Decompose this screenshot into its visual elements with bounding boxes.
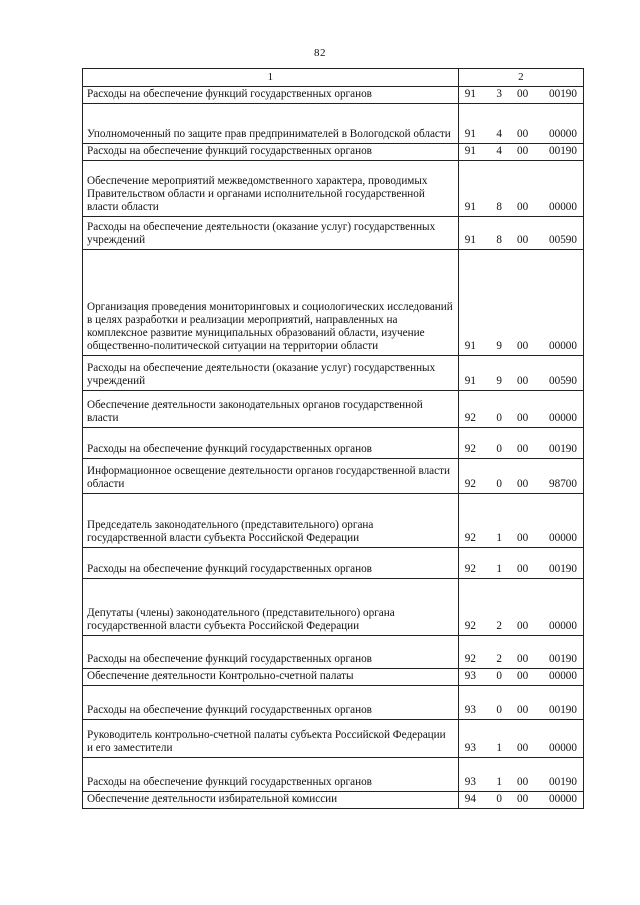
table-row: [83, 579, 584, 636]
header-col-1: 1: [83, 69, 459, 87]
code-segment: 00190: [549, 776, 577, 788]
code-segment: 00: [516, 375, 529, 387]
header-col-2: 2: [458, 69, 583, 87]
row-description: Руководитель контрольно-счетной палаты субъекта Российской Федерации и его заместители: [83, 720, 459, 758]
code-segment: 00190: [549, 653, 577, 665]
row-code: [458, 356, 583, 391]
row-code: [458, 217, 583, 250]
row-code: [458, 391, 583, 428]
table-row: [83, 87, 584, 104]
code-segment: 00590: [549, 375, 577, 387]
code-segment: 00: [516, 340, 529, 352]
row-description: Обеспечение мероприятий межведомственного характера, проводимых Правительством области и органами исполнительной государственной власти области: [83, 161, 459, 217]
code-segment: 0: [496, 704, 502, 716]
row-description: Уполномоченный по защите прав предпринимателей в Вологодской области: [83, 104, 459, 144]
code-segment: 00000: [549, 412, 577, 424]
code-segment: 92: [464, 563, 476, 575]
row-description: Расходы на обеспечение функций государственных органов: [83, 87, 459, 104]
table-row: [83, 758, 584, 792]
code-segment: 00190: [549, 443, 577, 455]
code-segment: 98700: [549, 478, 577, 490]
code-segment: 93: [464, 704, 476, 716]
code-segment: 00590: [549, 234, 577, 246]
code-segment: 00000: [549, 128, 577, 140]
code-segment: 00190: [549, 704, 577, 716]
table-row: [83, 104, 584, 144]
row-code: [458, 87, 583, 104]
code-segment: 00000: [549, 532, 577, 544]
code-segment: 00: [516, 532, 529, 544]
code-segment: 00: [516, 412, 529, 424]
table-row: [83, 792, 584, 809]
row-description: Депутаты (члены) законодательного (представительного) органа государственной власти субъекта Российской Федерации: [83, 579, 459, 636]
row-description: Расходы на обеспечение функций государственных органов: [83, 428, 459, 459]
code-segment: 00: [516, 704, 529, 716]
row-description: Обеспечение деятельности избирательной комиссии: [83, 792, 459, 809]
code-segment: 92: [464, 653, 476, 665]
code-segment: 91: [464, 340, 476, 352]
code-segment: 00: [516, 88, 529, 100]
code-segment: 00: [516, 620, 529, 632]
code-segment: 92: [464, 443, 476, 455]
code-segment: 00: [516, 653, 529, 665]
code-segment: 91: [464, 375, 476, 387]
row-code: [458, 548, 583, 579]
code-segment: 00000: [549, 620, 577, 632]
row-code: [458, 104, 583, 144]
code-segment: 0: [496, 478, 502, 490]
code-segment: 00: [516, 145, 529, 157]
row-description: Обеспечение деятельности Контрольно-счетной палаты: [83, 669, 459, 686]
table-header-row: [83, 69, 584, 87]
row-description: Расходы на обеспечение функций государственных органов: [83, 548, 459, 579]
code-segment: 00: [516, 670, 529, 682]
code-segment: 1: [496, 776, 502, 788]
table-row: [83, 144, 584, 161]
code-segment: 00: [516, 793, 529, 805]
code-segment: 9: [496, 375, 502, 387]
row-description: Расходы на обеспечение деятельности (оказание услуг) государственных учреждений: [83, 217, 459, 250]
code-segment: 91: [464, 201, 476, 213]
row-code: [458, 428, 583, 459]
code-segment: 4: [496, 128, 502, 140]
row-description: Информационное освещение деятельности органов государственной власти области: [83, 459, 459, 494]
code-segment: 93: [464, 776, 476, 788]
row-description: Расходы на обеспечение функций государственных органов: [83, 758, 459, 792]
code-segment: 00190: [549, 88, 577, 100]
code-segment: 2: [496, 653, 502, 665]
table-row: [83, 548, 584, 579]
code-segment: 92: [464, 478, 476, 490]
code-segment: 00: [516, 478, 529, 490]
code-segment: 0: [496, 793, 502, 805]
code-segment: 8: [496, 201, 502, 213]
code-segment: 0: [496, 443, 502, 455]
row-code: [458, 636, 583, 669]
code-segment: 00: [516, 128, 529, 140]
code-segment: 3: [496, 88, 502, 100]
code-segment: 00: [516, 563, 529, 575]
row-description: Обеспечение деятельности законодательных органов государственной власти: [83, 391, 459, 428]
table-row: [83, 217, 584, 250]
code-segment: 0: [496, 670, 502, 682]
row-code: [458, 250, 583, 356]
code-segment: 91: [464, 128, 476, 140]
row-code: [458, 720, 583, 758]
code-segment: 00190: [549, 145, 577, 157]
code-segment: 91: [464, 145, 476, 157]
code-segment: 91: [464, 234, 476, 246]
code-segment: 93: [464, 670, 476, 682]
code-segment: 1: [496, 532, 502, 544]
table-row: [83, 669, 584, 686]
row-description: Расходы на обеспечение деятельности (оказание услуг) государственных учреждений: [83, 356, 459, 391]
row-description: Председатель законодательного (представительного) органа государственной власти субъекта Российской Федерации: [83, 494, 459, 548]
code-segment: 00000: [549, 742, 577, 754]
table-row: [83, 459, 584, 494]
code-segment: 00: [516, 443, 529, 455]
code-segment: 1: [496, 742, 502, 754]
row-description: Расходы на обеспечение функций государственных органов: [83, 636, 459, 669]
row-code: [458, 579, 583, 636]
table-row: [83, 494, 584, 548]
code-segment: 00000: [549, 793, 577, 805]
page-number: 82: [314, 47, 326, 59]
table-row: [83, 428, 584, 459]
code-segment: 91: [464, 88, 476, 100]
row-code: [458, 494, 583, 548]
budget-table: [82, 68, 584, 809]
code-segment: 4: [496, 145, 502, 157]
row-code: [458, 792, 583, 809]
row-code: [458, 669, 583, 686]
code-segment: 1: [496, 563, 502, 575]
row-code: [458, 161, 583, 217]
table-row: [83, 686, 584, 720]
code-segment: 00: [516, 234, 529, 246]
table-row: [83, 356, 584, 391]
code-segment: 00: [516, 742, 529, 754]
code-segment: 00: [516, 776, 529, 788]
row-code: [458, 459, 583, 494]
code-segment: 00000: [549, 340, 577, 352]
code-segment: 00190: [549, 563, 577, 575]
code-segment: 2: [496, 620, 502, 632]
code-segment: 8: [496, 234, 502, 246]
code-segment: 93: [464, 742, 476, 754]
table-row: [83, 636, 584, 669]
row-description: Расходы на обеспечение функций государственных органов: [83, 144, 459, 161]
row-description: Организация проведения мониторинговых и социологических исследований в целях разработки и реализации мероприятий, направленных на комплексное развитие муниципальных образований области, изучение общественно-политической ситуации на территории области: [83, 250, 459, 356]
code-segment: 9: [496, 340, 502, 352]
row-description: Расходы на обеспечение функций государственных органов: [83, 686, 459, 720]
row-code: [458, 144, 583, 161]
row-code: [458, 758, 583, 792]
code-segment: 92: [464, 620, 476, 632]
code-segment: 00000: [549, 201, 577, 213]
table-row: [83, 250, 584, 356]
code-segment: 92: [464, 412, 476, 424]
code-segment: 92: [464, 532, 476, 544]
code-segment: 94: [464, 793, 476, 805]
code-segment: 0: [496, 412, 502, 424]
row-code: [458, 686, 583, 720]
table-row: [83, 161, 584, 217]
code-segment: 00: [516, 201, 529, 213]
table-row: [83, 391, 584, 428]
table-row: [83, 720, 584, 758]
code-segment: 00000: [549, 670, 577, 682]
